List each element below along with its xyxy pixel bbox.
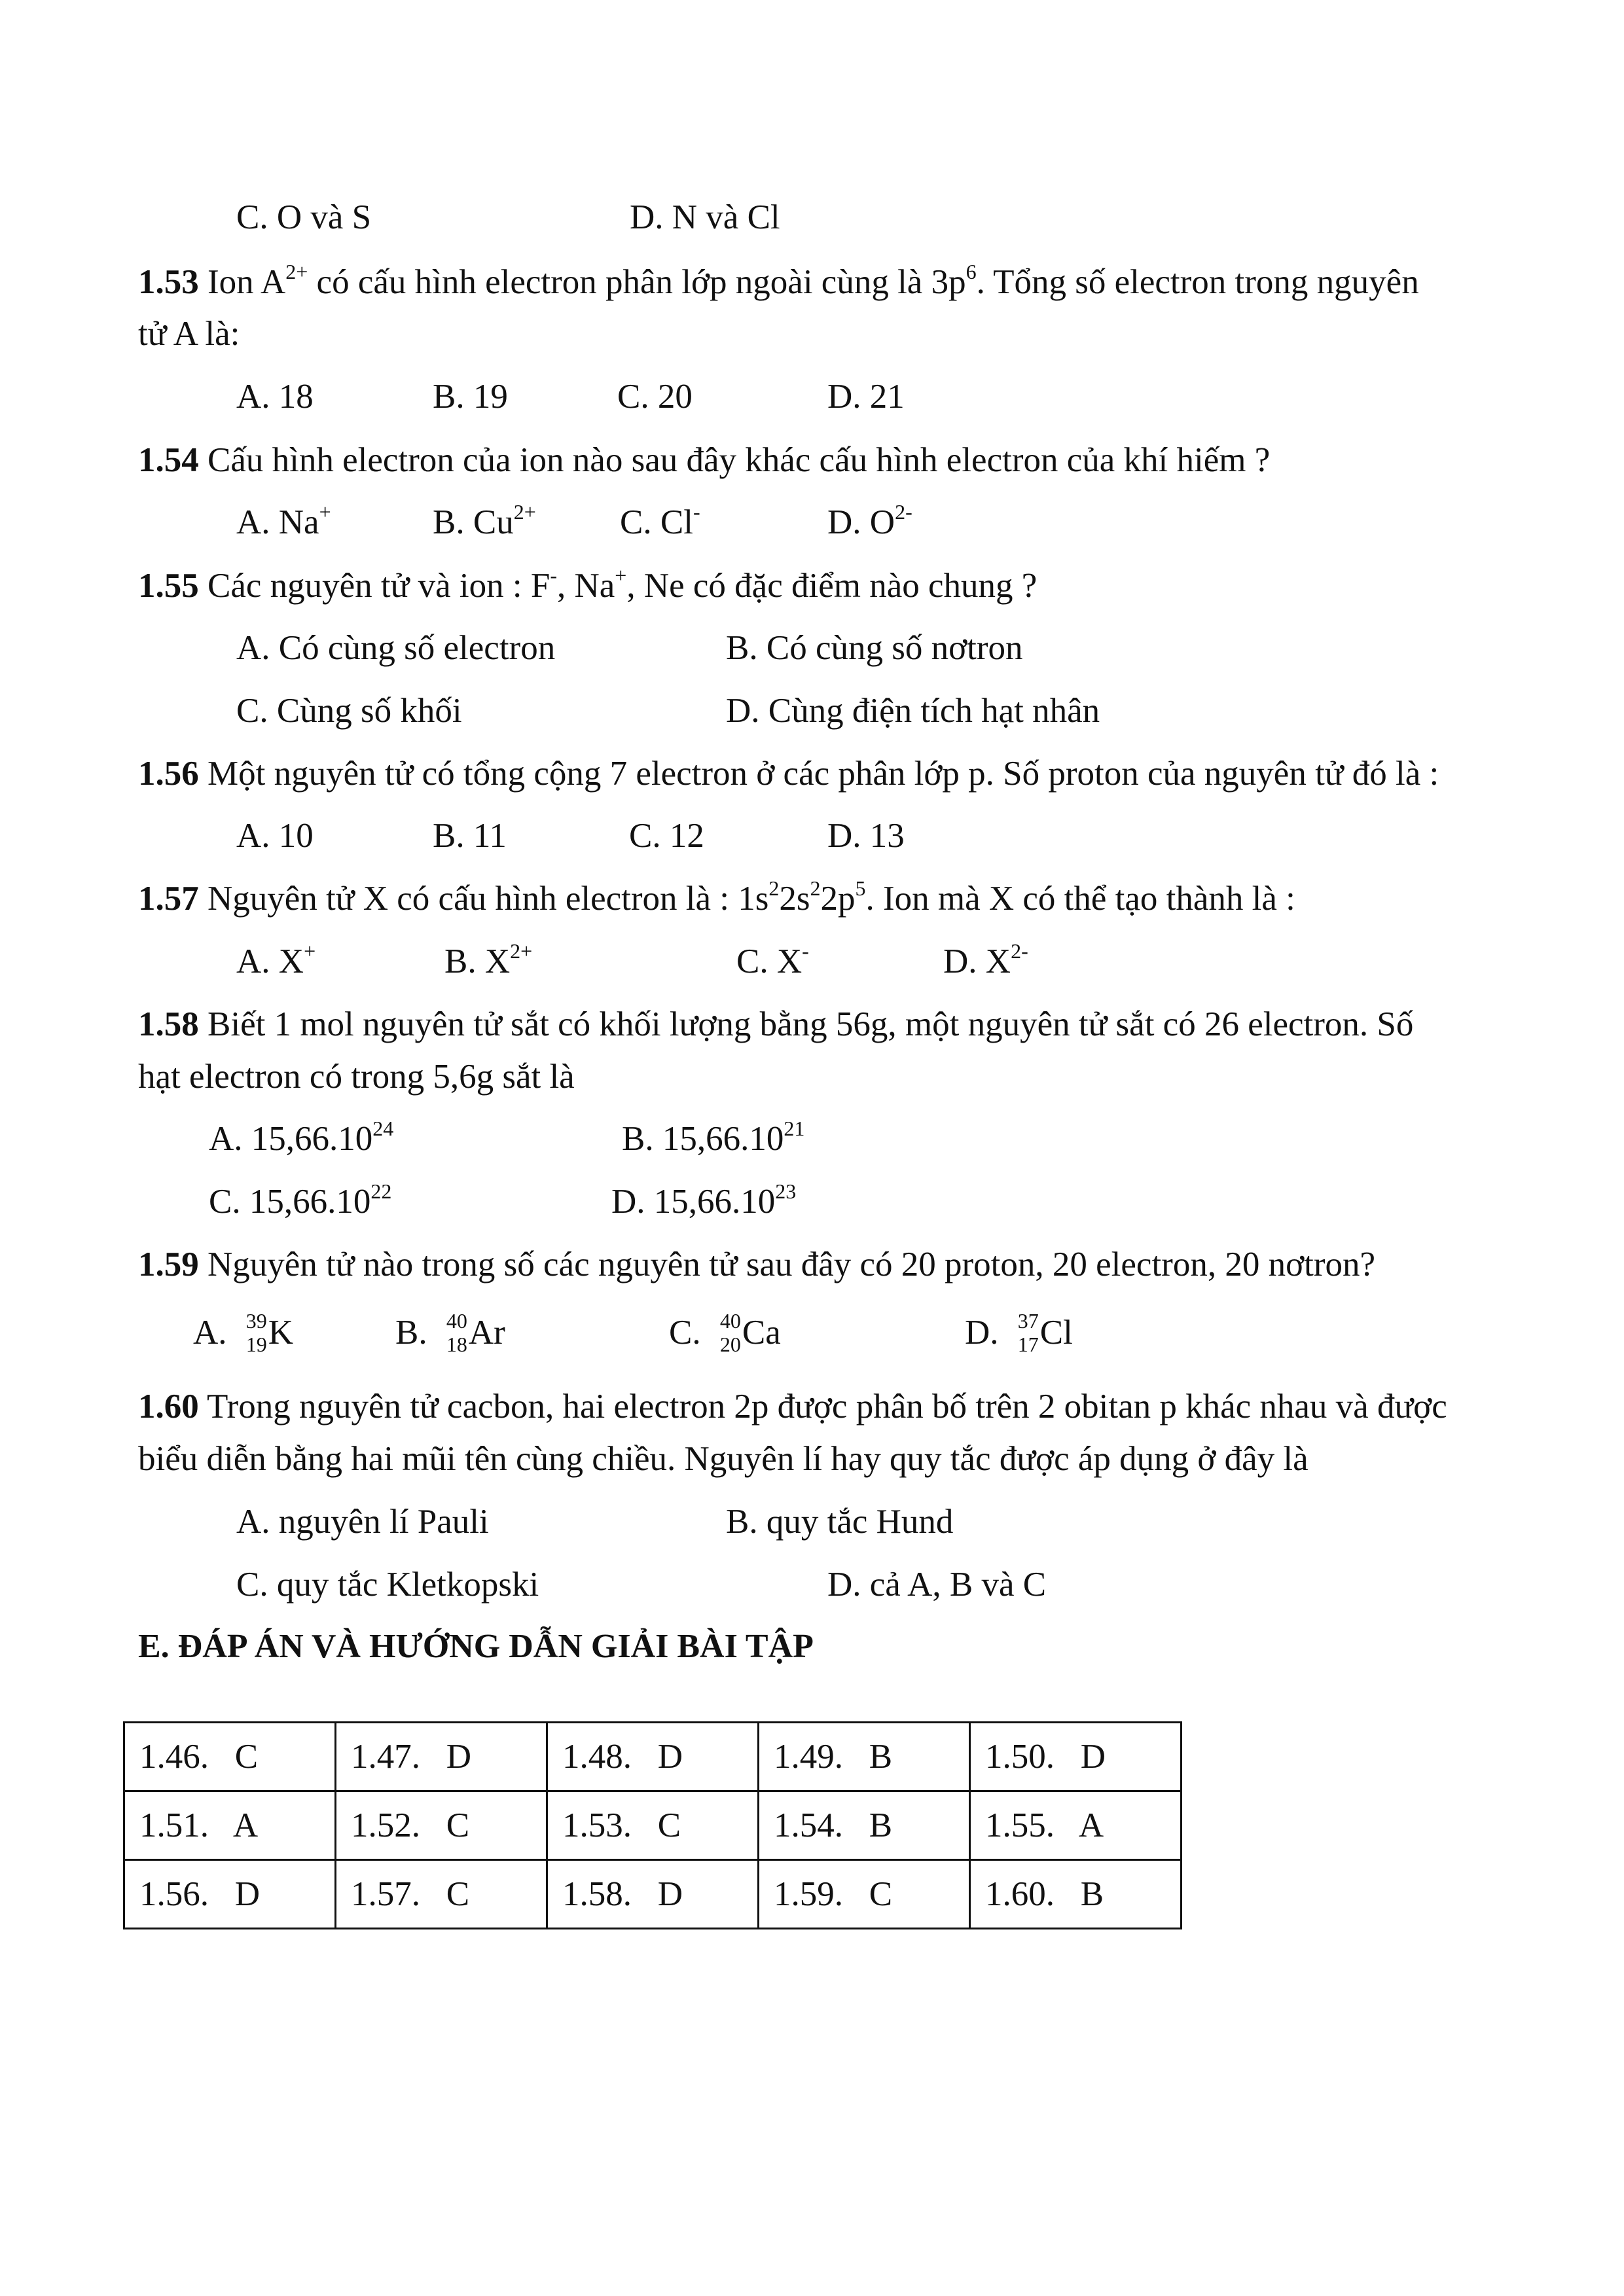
question-1-53 — [138, 261, 1419, 303]
table-cell: 1.58. D — [547, 1860, 759, 1929]
option-a: A. nguyên lí Pauli — [236, 1503, 489, 1541]
element-symbol: Cl — [1039, 1314, 1073, 1352]
table-cell: 1.49. B — [759, 1723, 970, 1791]
mass-number: 40 — [446, 1309, 467, 1333]
option-label: D. X — [943, 942, 1011, 980]
superscript: 2- — [1011, 939, 1028, 963]
atomic-number: 17 — [1017, 1333, 1039, 1356]
option-a — [209, 1118, 393, 1160]
option-label: A. X — [236, 942, 304, 980]
option-d: D. 21 — [827, 378, 905, 416]
table-row — [124, 1723, 1182, 1791]
superscript: - — [693, 500, 700, 524]
nuclide-notation — [236, 1309, 268, 1356]
option-label: A. Na — [236, 503, 319, 541]
option-c: C. quy tắc Kletkopski — [236, 1566, 539, 1604]
superscript: 21 — [784, 1117, 805, 1140]
option-label: B. 15,66.10 — [622, 1120, 784, 1158]
option-a — [193, 1309, 294, 1356]
superscript: 2+ — [510, 939, 533, 963]
question-text: 2s — [779, 880, 810, 918]
atomic-number: 18 — [446, 1333, 467, 1356]
option-b: B. quy tắc Hund — [726, 1503, 954, 1541]
section-heading: E. ĐÁP ÁN VÀ HƯỚNG DẪN GIẢI BÀI TẬP — [138, 1628, 814, 1665]
question-number: 1.57 — [138, 880, 199, 918]
question-text: Nguyên tử X có cấu hình electron là : 1s — [198, 880, 769, 918]
nuclide-notation — [710, 1309, 742, 1356]
nuclide-notation — [1007, 1309, 1040, 1356]
question-number: 1.54 — [138, 441, 199, 479]
question-text: có cấu hình electron phân lớp ngoài cùng là 3p — [308, 263, 966, 301]
superscript: 5 — [855, 876, 866, 900]
question-text: Một nguyên tử có tổng cộng 7 electron ở các phân lớp p. Số proton của nguyên tử đó là : — [198, 755, 1439, 793]
option-c — [736, 941, 809, 982]
question-1-56 — [138, 753, 1439, 795]
option-label: C. — [669, 1314, 701, 1352]
question-text: 2p — [820, 880, 856, 918]
table-row — [124, 1860, 1182, 1929]
table-cell: 1.46. C — [124, 1723, 336, 1791]
option-a — [236, 501, 331, 543]
question-text-line: tử A là: — [138, 315, 240, 353]
superscript: 2 — [768, 876, 780, 900]
superscript: 23 — [775, 1179, 797, 1203]
mass-number: 39 — [245, 1309, 267, 1333]
table-row — [124, 1791, 1182, 1860]
option-label: D. O — [827, 503, 895, 541]
element-symbol: Ar — [468, 1314, 505, 1352]
question-number: 1.60 — [138, 1388, 199, 1426]
table-cell: 1.51. A — [124, 1791, 336, 1860]
question-number: 1.59 — [138, 1246, 199, 1283]
table-cell: 1.55. A — [970, 1791, 1182, 1860]
option-a: A. 10 — [236, 817, 314, 855]
superscript: 24 — [372, 1117, 394, 1140]
option-d — [611, 1181, 796, 1223]
table-cell: 1.48. D — [547, 1723, 759, 1791]
question-1-58 — [138, 1003, 1413, 1045]
question-number: 1.56 — [138, 755, 199, 793]
option-d: D. cả A, B và C — [827, 1566, 1047, 1604]
answer-table — [123, 1721, 1182, 1929]
option-c: C. 20 — [617, 378, 693, 416]
mass-number: 37 — [1017, 1309, 1039, 1333]
superscript: 2 — [810, 876, 821, 900]
superscript: 2+ — [513, 500, 536, 524]
option-b: B. Có cùng số nơtron — [726, 629, 1023, 667]
table-cell: 1.52. C — [336, 1791, 547, 1860]
question-text: Ion A — [198, 263, 286, 301]
option-d: D. 13 — [827, 817, 905, 855]
question-text: , Na — [556, 567, 615, 605]
question-number: 1.55 — [138, 567, 199, 605]
option-label: A. — [193, 1314, 227, 1352]
option-c: C. 12 — [629, 817, 704, 855]
option-a: A. Có cùng số electron — [236, 629, 556, 667]
table-cell: 1.54. B — [759, 1791, 970, 1860]
element-symbol: Ca — [742, 1314, 781, 1352]
option-c: C. Cùng số khối — [236, 692, 462, 730]
question-text: Các nguyên tử và ion : F — [198, 567, 550, 605]
option-label: A. 15,66.10 — [209, 1120, 373, 1158]
question-text-line: hạt electron có trong 5,6g sắt là — [138, 1058, 575, 1096]
atomic-number: 19 — [245, 1333, 267, 1356]
question-text: Trong nguyên tử cacbon, hai electron 2p được phân bố trên 2 obitan p khác nhau và được — [198, 1388, 1447, 1426]
option-c — [209, 1181, 391, 1223]
superscript: 2- — [895, 500, 912, 524]
table-cell: 1.59. C — [759, 1860, 970, 1929]
option-c — [620, 501, 700, 543]
option-d: D. N và Cl — [630, 198, 780, 236]
table-cell: 1.57. C — [336, 1860, 547, 1929]
option-label: D. 15,66.10 — [611, 1183, 776, 1221]
superscript: 6 — [965, 260, 977, 283]
element-symbol: K — [268, 1314, 294, 1352]
option-b — [622, 1118, 804, 1160]
option-b: B. 19 — [433, 378, 508, 416]
option-a — [236, 941, 316, 982]
question-text: Cấu hình electron của ion nào sau đây khác cấu hình electron của khí hiếm ? — [198, 441, 1271, 479]
option-label: B. — [395, 1314, 427, 1352]
question-text: Biết 1 mol nguyên tử sắt có khối lượng bằng 56g, một nguyên tử sắt có 26 electron. Số — [198, 1005, 1414, 1043]
question-text: Nguyên tử nào trong số các nguyên tử sau đây có 20 proton, 20 electron, 20 nơtron? — [198, 1246, 1375, 1283]
table-cell: 1.60. B — [970, 1860, 1182, 1929]
superscript: 2+ — [285, 260, 308, 283]
question-1-54 — [138, 439, 1270, 481]
option-label: C. 15,66.10 — [209, 1183, 371, 1221]
option-b: B. 11 — [433, 817, 507, 855]
question-text: . Ion mà X có thể tạo thành là : — [865, 880, 1295, 918]
option-d — [965, 1309, 1073, 1356]
option-label: C. Cl — [620, 503, 693, 541]
option-c: C. O và S — [236, 198, 372, 236]
table-cell: 1.53. C — [547, 1791, 759, 1860]
question-1-59 — [138, 1244, 1375, 1285]
question-number: 1.58 — [138, 1005, 199, 1043]
question-text: , Ne có đặc điểm nào chung ? — [626, 567, 1038, 605]
superscript: + — [319, 500, 331, 524]
atomic-number: 20 — [719, 1333, 741, 1356]
question-text-line: biểu diễn bằng hai mũi tên cùng chiều. Nguyên lí hay quy tắc được áp dụng ở đây là — [138, 1440, 1308, 1478]
option-b — [444, 941, 532, 982]
superscript: 22 — [370, 1179, 392, 1203]
superscript: + — [615, 564, 627, 587]
option-d — [827, 501, 912, 543]
option-label: D. — [965, 1314, 999, 1352]
option-d: D. Cùng điện tích hạt nhân — [726, 692, 1100, 730]
option-d — [943, 941, 1028, 982]
question-text: . Tổng số electron trong nguyên — [976, 263, 1419, 301]
table-cell: 1.47. D — [336, 1723, 547, 1791]
option-label: C. X — [736, 942, 803, 980]
option-a: A. 18 — [236, 378, 314, 416]
option-b — [433, 501, 536, 543]
option-c — [669, 1309, 781, 1356]
superscript: - — [802, 939, 809, 963]
table-cell: 1.56. D — [124, 1860, 336, 1929]
question-1-55 — [138, 565, 1037, 607]
question-1-57 — [138, 878, 1295, 920]
mass-number: 40 — [719, 1309, 741, 1333]
question-1-60 — [138, 1386, 1447, 1427]
table-cell: 1.50. D — [970, 1723, 1182, 1791]
option-label: B. Cu — [433, 503, 514, 541]
superscript: - — [550, 564, 557, 587]
nuclide-notation — [436, 1309, 469, 1356]
option-label: B. X — [444, 942, 511, 980]
option-b — [395, 1309, 505, 1356]
question-number: 1.53 — [138, 263, 199, 301]
superscript: + — [304, 939, 316, 963]
